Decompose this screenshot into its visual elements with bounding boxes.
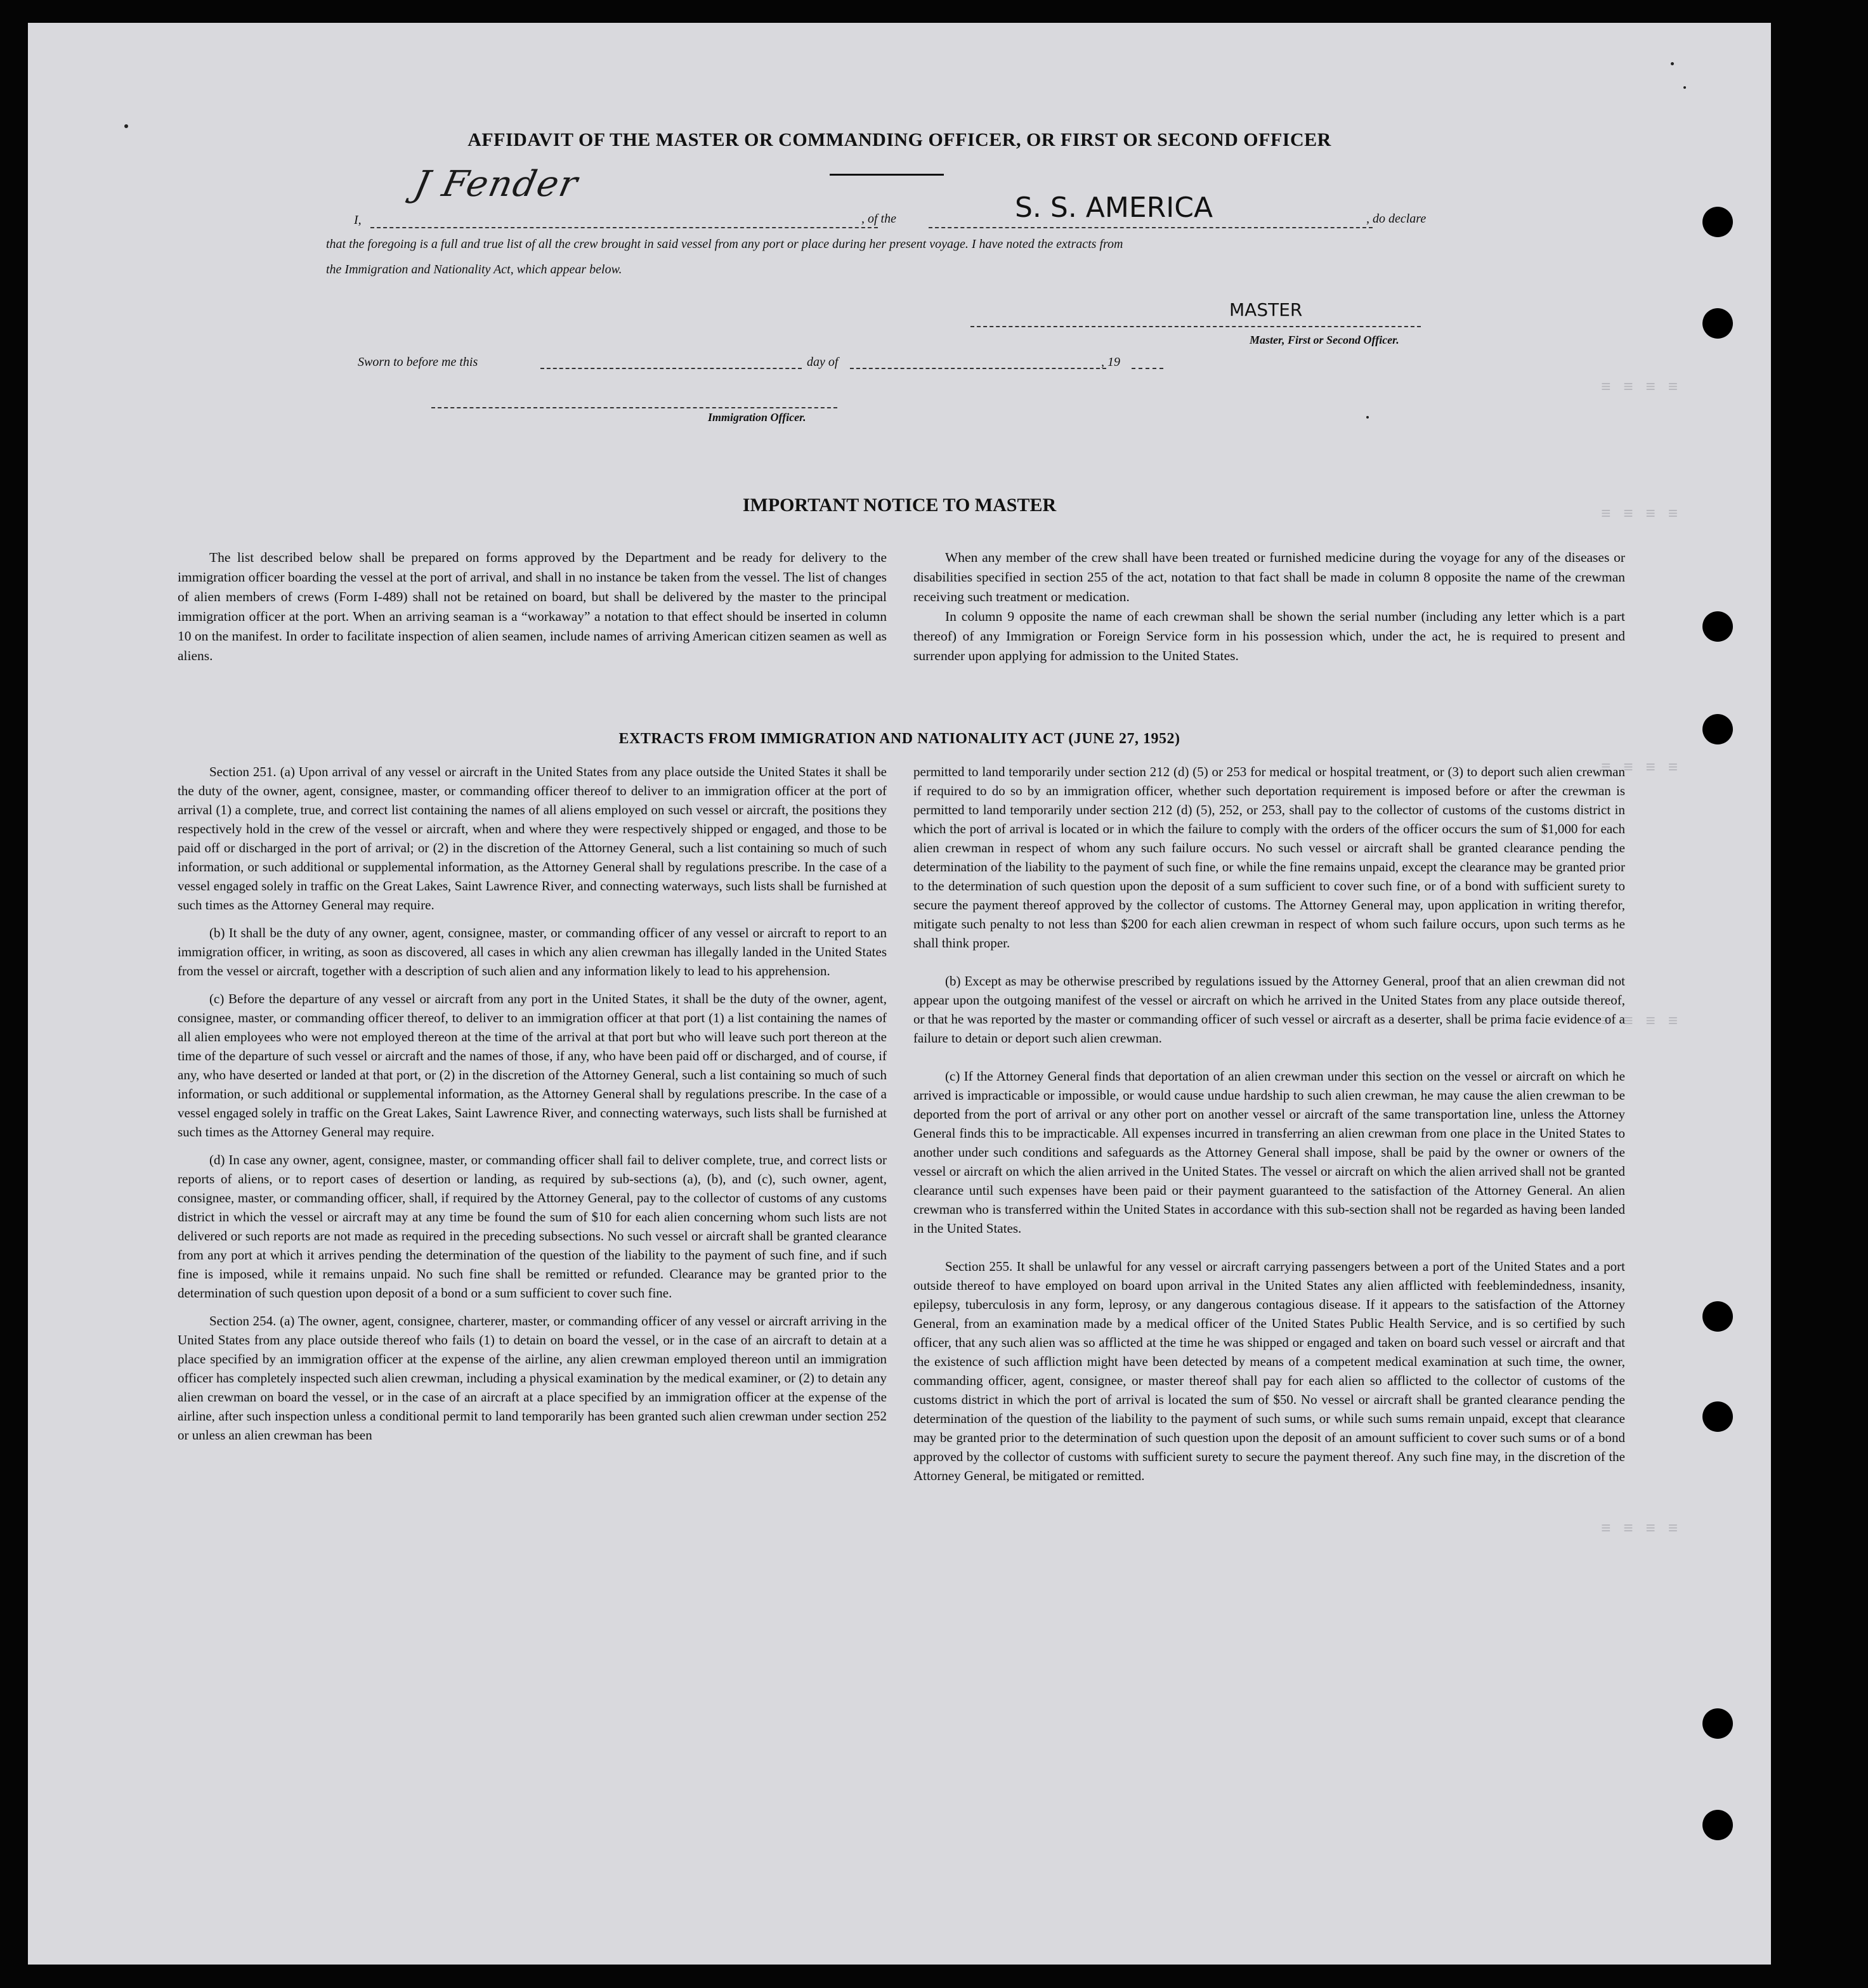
section-254-a-continued: permitted to land temporarily under section 212 (d) (5) or 253 for medical or hospital treatment, or (3) to deport such alien crewman if required to do so by an immigration officer, whether such deportation requirement is imposed before or after the crewman is permitted to land temporarily under section 212 (d) (5), 252, or 253, shall pay to the collector of customs of the customs district in which the port of arrival is located or in which the failure to comply with the orders of the officer occurs the sum of $1,000 for each alien crewman in respect of whom any such failure occurs. No such vessel or aircraft shall be granted clearance pending the determination of the liability to the payment of such fine, or while the fine remains unpaid, except the clearance may be granted prior to the determination of such question upon the deposit of a sum sufficient to cover such fine, or of a bond with sufficient surety to secure the payment thereof approved by the collector of customs. The Attorney General may, upon application in writing therefor, mitigate such penalty to not less than $200 for each alien crewman in respect of whom such failure occurs, upon such terms as he shall think proper. — [913, 764, 1625, 951]
bleed-through-text: ≡ ≡ ≡ ≡ — [1601, 378, 1680, 397]
bleed-through-text: ≡ ≡ ≡ ≡ — [1601, 1519, 1680, 1538]
punch-hole — [1702, 207, 1733, 237]
of-the-label: , of the — [861, 212, 896, 226]
punch-hole — [1702, 1810, 1733, 1840]
extracts-title: EXTRACTS FROM IMMIGRATION AND NATIONALITY ACT (JUNE 27, 1952) — [618, 731, 1180, 747]
section-255: Section 255. It shall be unlawful for any vessel or aircraft carrying passengers between a port of the United States and a port outside thereof to have employed on board upon arrival in the United States any alien afflicted with feeblemindedness, insanity, epilepsy, tuberculosis in any form, leprosy, or any dangerous contagious disease. If it appears to the satisfaction of the Attorney General, from an examination made by a medical officer of the United States Public Health Service, and is so certified by such officer, that any such alien was so afflicted at the time he was shipped or engaged and taken on board such vessel or aircraft and that the existence of such affliction might have been detected by means of a competent medical examination at such time, the owner, commanding officer, agent, consignee, or master thereof shall pay for each alien so afflicted to the collector of customs of the customs district in which the port of arrival is located the sum of $50. No vessel or aircraft shall be granted clearance pending the determination of the question of the liability to the payment of such sums, or while such sums remain unpaid, except that clearance may be granted prior to the determination of such question upon the deposit of an amount sufficient to cover such sums or of a bond approved by the collector of customs with sufficient surety to secure the payment thereof. Any such fine may, in the discretion of the Attorney General, be mitigated or remitted. — [913, 1259, 1625, 1483]
notice-right-paragraph-2: In column 9 opposite the name of each crewman shall be shown the serial number (including any letter which is a part thereof) of any Immigration or Foreign Service form in his possession which, under the act, he is required to present and surrender upon applying for admission to the United States. — [913, 609, 1625, 663]
bleed-through-text: ≡ ≡ ≡ ≡ — [1601, 1012, 1680, 1031]
punch-hole — [1702, 1708, 1733, 1739]
sworn-day-dotted-line — [540, 368, 802, 369]
year-dotted-line — [1132, 368, 1163, 369]
master-signature: J Fender — [410, 164, 582, 205]
extracts-left-column — [178, 762, 887, 1453]
punch-hole — [1702, 1301, 1733, 1332]
declaration-line-1: that the foregoing is a full and true list of all the crew brought in said vessel from any port or place during her present voyage. I have noted the extracts from — [326, 237, 1123, 251]
film-speck — [124, 124, 128, 128]
section-251-b: (b) It shall be the duty of any owner, agent, consignee, master, or commanding officer of any vessel or aircraft to report to an immigration officer, in writing, as soon as discovered, all cases in which any alien crewman has illegally landed in the United States from the vessel or aircraft, together with a description of such alien and any information likely to lead to his apprehension. — [178, 925, 887, 978]
document-page — [28, 23, 1771, 1965]
affidavit-title: AFFIDAVIT OF THE MASTER OR COMMANDING OFFICER, OR FIRST OR SECOND OFFICER — [467, 129, 1331, 150]
name-dotted-line — [370, 227, 878, 228]
notice-right-paragraph-1: When any member of the crew shall have been treated or furnished medicine during the voyage for any of the diseases or disabilities specified in section 255 of the act, notation to that fact shall be made in column 8 opposite the name of the crewman receiving such treatment or medication. — [913, 550, 1625, 604]
vessel-dotted-line — [929, 227, 1373, 228]
film-speck — [1683, 86, 1686, 89]
sworn-label: Sworn to before me this — [358, 355, 478, 369]
rank-caption: Master, First or Second Officer. — [1250, 334, 1399, 346]
notice-title: IMPORTANT NOTICE TO MASTER — [742, 495, 1057, 516]
title-rule — [830, 174, 944, 176]
bleed-through-text: ≡ ≡ ≡ ≡ — [1601, 758, 1680, 777]
section-251-a: Section 251. (a) Upon arrival of any vessel or aircraft in the United States from any place outside the United States it shall be the duty of the owner, agent, consignee, master, or commanding officer thereof to deliver to an immigration officer at the port of arrival (1) a complete, true, and correct list containing the names of all aliens employed on such vessel or aircraft, the positions they respectively hold in the crew of the vessel or aircraft, when and where they were respectively shipped or engaged, and those to be paid off or discharged in the port of arrival; or (2) in the discretion of the Attorney General, such a list containing so much of such information, or such additional or supplemental information, as the Attorney General shall by regulations prescribe. In the case of a vessel engaged solely in traffic on the Great Lakes, Saint Lawrence River, and connecting waterways, such lists shall be furnished at such times as the Attorney General may require. — [178, 764, 887, 913]
section-254-b: (b) Except as may be otherwise prescribed by regulations issued by the Attorney General, proof that an alien crewman did not appear upon the outgoing manifest of the vessel or aircraft on which he arrived in the United States from any place outside thereof, or that he was reported by the master or commanding officer of such vessel or aircraft as a deserter, shall be prima facie evidence of a failure to detain or deport such alien crewman. — [913, 973, 1625, 1046]
film-speck — [1366, 416, 1369, 419]
section-251-d: (d) In case any owner, agent, consignee, master, or commanding officer shall fail to deliver complete, true, and correct lists or reports of aliens, or to report cases of desertion or landing, as required by sub-sections (a), (b), and (c), such owner, agent, consignee, master, or commanding officer, shall, if required by the Attorney General, pay to the collector of customs of any customs district in which the vessel or aircraft may at any time be found the sum of $10 for each alien concerning whom such lists are not delivered or such reports are not made as required in the preceding subsections. No such vessel or aircraft shall be granted clearance from any port at which it arrives pending the determination of the question of the liability to the payment of such fine, and if such fine is imposed, while it remains unpaid. No such fine shall be remitted or refunded. Clearance may be granted prior to the determination of such question upon deposit of a bond or a sum sufficient to cover such fine. — [178, 1152, 887, 1301]
rank-value: MASTER — [1229, 299, 1303, 320]
section-254-c: (c) If the Attorney General finds that deportation of an alien crewman under this section on the vessel or aircraft on which he arrived is impracticable or impossible, or would cause undue hardship to such alien crewman, he may cause the alien crewman to be deported from the port of arrival or any other port on another vessel or aircraft of the same transportation line, unless the Attorney General finds this to be impracticable. All expenses incurred in transferring an alien crewman from one place in the United States to another under such conditions and safeguards as the Attorney General shall impose, shall be paid by the owner or owners of the vessel or aircraft on which the alien arrived in the United States. The vessel or aircraft on which the alien arrived shall not be granted clearance until such expenses have been paid or their payment guaranteed to the satisfaction of the Attorney General. An alien crewman who is transferred within the United States in accordance with this sub-section shall not be regarded as having been landed in the United States. — [913, 1069, 1625, 1236]
do-declare-label: , do declare — [1366, 212, 1427, 226]
notice-left-column — [178, 548, 887, 675]
punch-hole — [1702, 308, 1733, 339]
officer-signature-line — [431, 407, 837, 408]
officer-caption: Immigration Officer. — [708, 411, 806, 424]
vessel-name: S. S. AMERICA — [1015, 192, 1213, 224]
extracts-right-column — [913, 762, 1625, 1494]
punch-hole — [1702, 1401, 1733, 1432]
declaration-line-2: the Immigration and Nationality Act, which appear below. — [326, 263, 622, 276]
punch-hole — [1702, 611, 1733, 642]
rank-dotted-line — [970, 326, 1421, 327]
day-of-label: day of — [807, 355, 839, 369]
bleed-through-text: ≡ ≡ ≡ ≡ — [1601, 505, 1680, 524]
sworn-month-dotted-line — [850, 368, 1106, 369]
film-speck — [1671, 62, 1674, 65]
section-251-c: (c) Before the departure of any vessel or aircraft from any port in the United States, it shall be the duty of the owner, agent, consignee, master, or commanding officer thereof, to deliver to an immigration officer at that port (1) a list containing the names of all alien employees who were not employed thereon at the time of the arrival at that port but who will leave such port thereon at the time of the departure of such vessel or aircraft and the names of those, if any, who have been paid off or discharged, and of course, if any, who have deserted or landed at that port, or (2) in the discretion of the Attorney General, such a list containing so much of such information, or such additional or supplemental information, as the Attorney General shall by regulations prescribe. In the case of a vessel engaged solely in traffic on the Great Lakes, Saint Lawrence River, and connecting waterways, such lists shall be furnished at such times as the Attorney General may require. — [178, 991, 887, 1140]
year-prefix: , 19 — [1101, 355, 1120, 369]
notice-left-paragraph: The list described below shall be prepared on forms approved by the Department and be ready for delivery to the immigration officer boarding the vessel at the port of arrival, and shall in no instance be taken from the vessel. The list of changes of alien members of crews (Form I-489) shall not be retained on board, but shall be delivered by the master to the principal immigration officer at the port. When an arriving seaman is a “workaway” a notation to that effect should be inserted in column 10 on the manifest. In order to facilitate inspection of alien seamen, include names of arriving American citizen seamen as well as aliens. — [178, 550, 887, 663]
section-254-a: Section 254. (a) The owner, agent, consignee, charterer, master, or commanding officer of any vessel or aircraft arriving in the United States from any place outside thereof who fails (1) to detain on board the vessel, or in the case of an aircraft to detain at a place specified by an immigration officer at the expense of the airline, any alien crewman employed thereon until an immigration officer has completely inspected such alien crewman, including a physical examination by the medical examiner, or (2) to detain any alien crewman on board the vessel, or in the case of an aircraft at a place specified by an immigration officer at the expense of the airline, after such inspection unless a conditional permit to land temporarily has been granted such alien crewman under section 252 or unless an alien crewman has been — [178, 1313, 887, 1443]
notice-right-column — [913, 548, 1625, 675]
i-label: I, — [354, 213, 362, 227]
